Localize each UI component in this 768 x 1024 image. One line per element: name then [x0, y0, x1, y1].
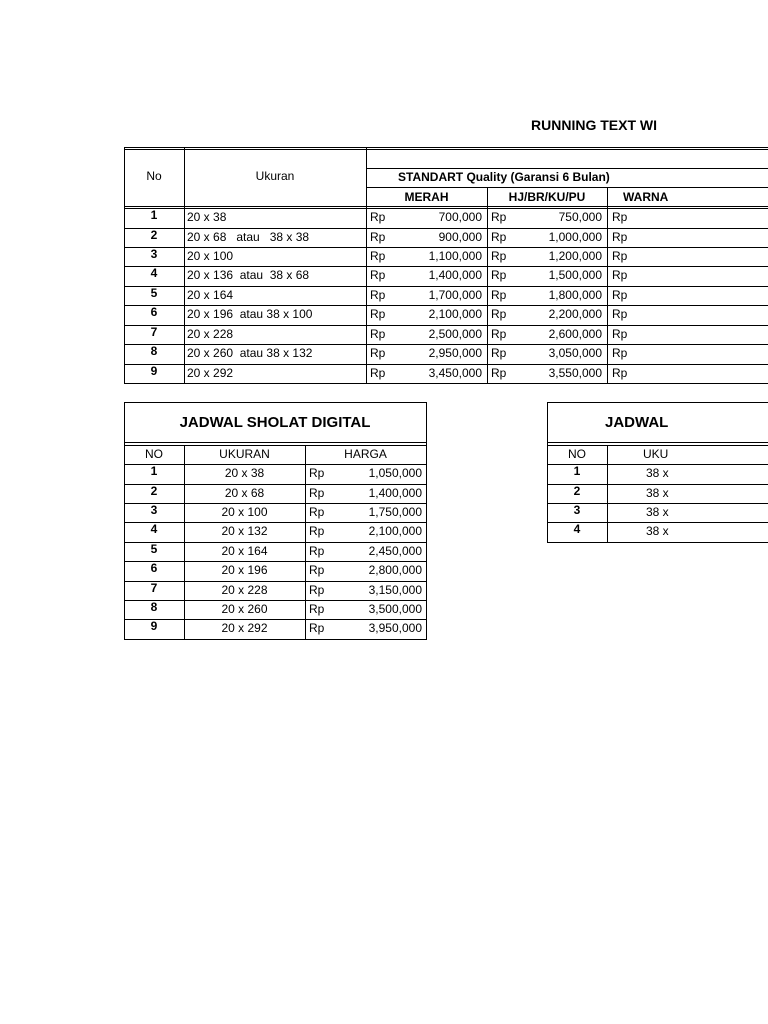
currency-label: Rp — [309, 583, 325, 597]
grid-line — [366, 147, 367, 384]
currency-label: Rp — [370, 346, 386, 360]
currency-label: Rp — [309, 563, 325, 577]
price-hj: 1,200,000 — [548, 249, 602, 263]
price-hj: 2,600,000 — [548, 327, 602, 341]
currency-label: Rp — [370, 249, 386, 263]
row-no: 5 — [150, 542, 158, 556]
row-size: 20 x 164 — [221, 544, 268, 558]
currency-label: Rp — [612, 327, 628, 341]
price-merah: 900,000 — [438, 230, 482, 244]
grid-line — [124, 147, 768, 148]
currency-label: Rp — [309, 505, 325, 519]
price: 2,800,000 — [368, 563, 422, 577]
row-size: 20 x 260 atau 38 x 132 — [187, 346, 313, 360]
price: 1,400,000 — [368, 486, 422, 500]
row-size: 38 x — [646, 486, 669, 500]
currency-label: Rp — [491, 288, 507, 302]
price-hj: 750,000 — [558, 210, 602, 224]
price-hj: 1,000,000 — [548, 230, 602, 244]
currency-label: Rp — [370, 230, 386, 244]
row-no: 2 — [150, 484, 158, 498]
currency-label: Rp — [309, 602, 325, 616]
row-no: 9 — [150, 619, 158, 633]
price-hj: 2,200,000 — [548, 307, 602, 321]
row-size: 20 x 68 atau 38 x 38 — [187, 230, 310, 244]
row-size: 38 x — [646, 505, 669, 519]
row-no: 2 — [573, 484, 581, 498]
row-size: 20 x 228 — [221, 583, 268, 597]
row-size: 20 x 136 atau 38 x 68 — [187, 268, 310, 282]
row-size: 38 x — [646, 466, 669, 480]
price-merah: 700,000 — [438, 210, 482, 224]
price: 1,050,000 — [368, 466, 422, 480]
col-header-no: NO — [568, 447, 586, 461]
row-no: 6 — [150, 305, 158, 319]
currency-label: Rp — [612, 288, 628, 302]
price-merah: 1,700,000 — [428, 288, 482, 302]
row-size: 20 x 196 atau 38 x 100 — [187, 307, 313, 321]
row-no: 1 — [150, 208, 158, 222]
price-merah: 2,100,000 — [428, 307, 482, 321]
col-header-no: NO — [145, 447, 163, 461]
row-no: 6 — [150, 561, 158, 575]
row-no: 3 — [150, 503, 158, 517]
row-size: 20 x 164 — [187, 288, 234, 302]
row-size: 20 x 68 — [224, 486, 265, 500]
grid-line — [547, 402, 768, 403]
price-hj: 1,800,000 — [548, 288, 602, 302]
jadwal2-title: JADWAL — [605, 414, 669, 431]
row-no: 4 — [573, 522, 581, 536]
price-hj: 3,050,000 — [548, 346, 602, 360]
currency-label: Rp — [491, 346, 507, 360]
row-size: 20 x 38 — [224, 466, 265, 480]
currency-label: Rp — [309, 544, 325, 558]
row-size: 20 x 100 — [221, 505, 268, 519]
row-size: 20 x 132 — [221, 524, 268, 538]
col-header-harga: HARGA — [344, 447, 387, 461]
currency-label: Rp — [370, 210, 386, 224]
currency-label: Rp — [491, 307, 507, 321]
currency-label: Rp — [612, 307, 628, 321]
grid-line — [124, 639, 426, 640]
row-no: 1 — [150, 464, 158, 478]
currency-label: Rp — [370, 366, 386, 380]
col-header-no: No — [146, 169, 162, 183]
price-hj: 3,550,000 — [548, 366, 602, 380]
row-no: 3 — [573, 503, 581, 517]
grid-line — [124, 383, 768, 384]
row-size: 20 x 292 — [221, 621, 268, 635]
sub-header-hj: HJ/BR/KU/PU — [508, 190, 586, 204]
price: 2,100,000 — [368, 524, 422, 538]
row-no: 9 — [150, 364, 158, 378]
col-header-ukuran: UKURAN — [219, 447, 270, 461]
currency-label: Rp — [491, 249, 507, 263]
currency-label: Rp — [370, 268, 386, 282]
row-size: 20 x 100 — [187, 249, 234, 263]
grid-line — [426, 402, 427, 640]
grid-line — [305, 445, 306, 640]
grid-line — [547, 442, 768, 443]
currency-label: Rp — [491, 230, 507, 244]
currency-label: Rp — [309, 524, 325, 538]
currency-label: Rp — [612, 249, 628, 263]
row-no: 3 — [150, 247, 158, 261]
group-header-standart: STANDART Quality (Garansi 6 Bulan) — [398, 170, 610, 184]
currency-label: Rp — [612, 346, 628, 360]
price-hj: 1,500,000 — [548, 268, 602, 282]
row-no: 8 — [150, 344, 158, 358]
price-merah: 1,400,000 — [428, 268, 482, 282]
grid-line — [124, 149, 768, 150]
grid-line — [547, 542, 768, 543]
sub-header-warna: WARNA — [623, 190, 669, 204]
main-title: RUNNING TEXT WI — [531, 117, 657, 133]
row-size: 20 x 260 — [221, 602, 268, 616]
currency-label: Rp — [309, 486, 325, 500]
price: 2,450,000 — [368, 544, 422, 558]
row-no: 8 — [150, 600, 158, 614]
currency-label: Rp — [309, 621, 325, 635]
price: 1,750,000 — [368, 505, 422, 519]
row-size: 20 x 228 — [187, 327, 234, 341]
grid-line — [607, 187, 608, 384]
row-no: 4 — [150, 522, 158, 536]
row-no: 1 — [573, 464, 581, 478]
row-no: 2 — [150, 228, 158, 242]
currency-label: Rp — [612, 268, 628, 282]
price-merah: 3,450,000 — [428, 366, 482, 380]
currency-label: Rp — [491, 366, 507, 380]
currency-label: Rp — [370, 288, 386, 302]
row-no: 7 — [150, 581, 158, 595]
row-no: 7 — [150, 325, 158, 339]
currency-label: Rp — [612, 366, 628, 380]
price: 3,150,000 — [368, 583, 422, 597]
grid-line — [124, 402, 426, 403]
price: 3,950,000 — [368, 621, 422, 635]
currency-label: Rp — [370, 307, 386, 321]
currency-label: Rp — [370, 327, 386, 341]
row-size: 20 x 38 — [187, 210, 227, 224]
price-merah: 1,100,000 — [428, 249, 482, 263]
jadwal-title: JADWAL SHOLAT DIGITAL — [179, 414, 371, 431]
currency-label: Rp — [309, 466, 325, 480]
col-header-ukuran: Ukuran — [255, 169, 295, 183]
price-merah: 2,950,000 — [428, 346, 482, 360]
row-no: 5 — [150, 286, 158, 300]
sub-header-merah: MERAH — [404, 190, 449, 204]
price: 3,500,000 — [368, 602, 422, 616]
row-size: 38 x — [646, 524, 669, 538]
currency-label: Rp — [612, 210, 628, 224]
row-size: 20 x 196 — [221, 563, 268, 577]
currency-label: Rp — [612, 230, 628, 244]
currency-label: Rp — [491, 327, 507, 341]
row-size: 20 x 292 — [187, 366, 234, 380]
currency-label: Rp — [491, 268, 507, 282]
price-merah: 2,500,000 — [428, 327, 482, 341]
row-no: 4 — [150, 266, 158, 280]
col-header-ukuran: UKU — [643, 447, 669, 461]
grid-line — [487, 187, 488, 384]
grid-line — [124, 442, 426, 443]
grid-line — [607, 445, 608, 543]
currency-label: Rp — [491, 210, 507, 224]
